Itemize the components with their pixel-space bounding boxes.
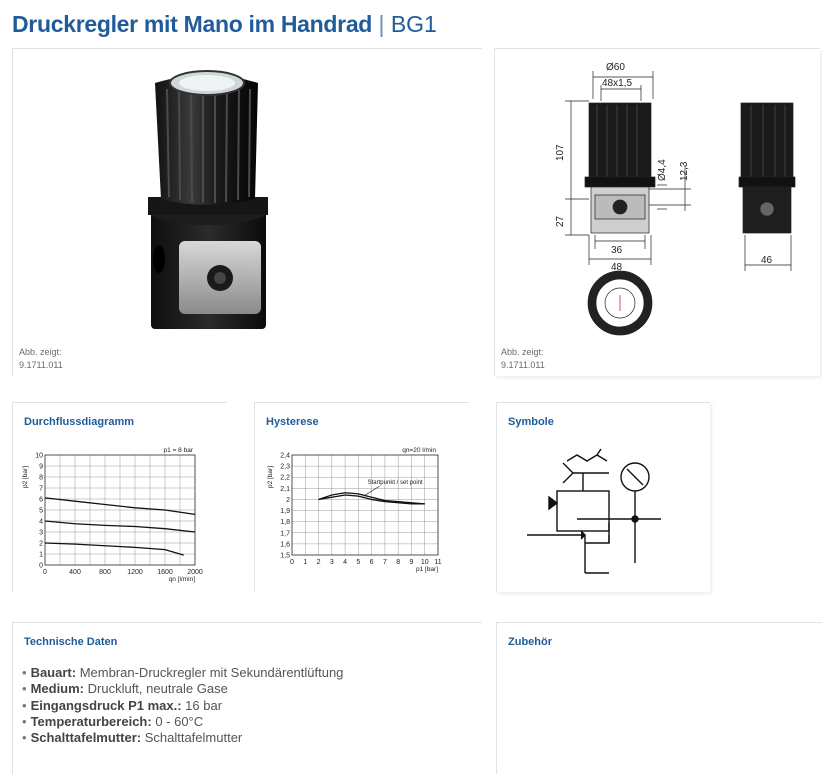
y-tick-label: 1,8	[280, 519, 290, 527]
y-tick-label: 2,1	[280, 485, 290, 493]
x-axis-label: p1 [bar]	[415, 566, 438, 573]
y-tick-label: 3	[39, 529, 43, 537]
spec-key: Bauart:	[30, 665, 77, 680]
series-line	[45, 543, 184, 555]
product-image-caption: Abb. zeigt: 9.1711.011	[19, 347, 63, 370]
x-tick-label: 2000	[187, 569, 203, 576]
x-tick-label: 0	[43, 569, 47, 576]
bullet-icon: •	[22, 681, 27, 697]
spec-value: Membran-Druckregler mit Sekundärentlüftung	[76, 665, 344, 680]
drawing-caption: Abb. zeigt: 9.1711.011	[501, 347, 545, 370]
title-text: Druckregler mit Mano im Handrad	[12, 11, 373, 37]
y-axis-label: p2 [bar]	[22, 465, 29, 489]
y-tick-label: 2,3	[280, 463, 290, 471]
hysteresis-title: Hysterese	[266, 416, 319, 428]
dim-h107: 107	[555, 144, 566, 161]
spec-item	[22, 665, 343, 681]
y-tick-label: 1,6	[280, 541, 290, 549]
spec-item	[22, 730, 343, 746]
x-tick-label: 5	[356, 559, 361, 566]
title-separator: |	[378, 11, 385, 37]
flow-chart	[12, 440, 227, 590]
spec-value: Schalttafelmutter	[141, 730, 243, 746]
spec-item	[22, 714, 343, 730]
x-tick-label: 6	[369, 559, 374, 566]
y-tick-label: 2,4	[280, 452, 290, 460]
chart-annotation: p1 = 8 bar	[163, 447, 193, 454]
x-tick-label: 3	[329, 559, 334, 566]
y-tick-label: 6	[39, 496, 43, 504]
hysteresis-chart	[254, 440, 469, 590]
accessories-title: Zubehör	[508, 636, 552, 648]
y-tick-label: 1,9	[280, 508, 290, 516]
symbols-title: Symbole	[508, 416, 554, 428]
set-point-label: Startpunkt / set point	[367, 479, 423, 486]
spec-item	[22, 681, 343, 697]
y-tick-label: 2	[39, 540, 43, 548]
spec-value: 16 bar	[181, 697, 223, 713]
y-tick-label: 2	[286, 496, 290, 504]
x-tick-label: 1200	[127, 569, 143, 576]
dim-h27: 27	[555, 215, 566, 227]
pneumatic-symbol	[497, 443, 711, 593]
flow-chart-title: Durchflussdiagramm	[24, 416, 135, 428]
y-tick-label: 1	[39, 551, 43, 559]
dim-d60: Ø60	[606, 62, 625, 73]
chart-annotation: qn=20 l/min	[402, 447, 436, 454]
spec-value: 0 - 60°C	[151, 713, 204, 729]
y-tick-label: 7	[39, 485, 43, 493]
x-tick-label: 800	[99, 569, 111, 576]
y-tick-label: 4	[39, 518, 43, 526]
dim-h123: 12,3	[679, 161, 690, 181]
product-photo	[13, 49, 483, 339]
dim-w36: 36	[611, 245, 623, 256]
dim-d44: Ø4,4	[657, 159, 668, 181]
product-image-panel	[12, 48, 482, 376]
spec-key: Medium:	[30, 681, 85, 697]
drawing-panel	[494, 48, 820, 376]
y-axis-label: p2 [bar]	[267, 465, 274, 489]
y-tick-label: 10	[35, 452, 43, 460]
spec-value: Druckluft, neutrale Gase	[84, 681, 228, 697]
y-tick-label: 1,5	[280, 552, 290, 560]
y-tick-label: 1,7	[280, 530, 290, 538]
x-tick-label: 8	[396, 559, 401, 566]
y-tick-label: 0	[39, 562, 43, 570]
dim-w48: 48	[611, 262, 623, 273]
tech-data-title: Technische Daten	[24, 636, 118, 648]
x-tick-label: 9	[409, 559, 414, 566]
y-tick-label: 2,2	[280, 474, 290, 482]
spec-key: Schalttafelmutter:	[30, 730, 142, 746]
y-tick-label: 9	[39, 463, 43, 471]
product-code: BG1	[390, 11, 437, 37]
spec-key: Eingangsdruck P1 max.:	[30, 697, 182, 713]
bullet-icon: •	[22, 665, 27, 680]
x-tick-label: 7	[382, 559, 387, 566]
page-title	[12, 9, 437, 39]
tech-data-list	[22, 665, 343, 746]
x-tick-label: 1	[303, 559, 308, 566]
plot-frame	[292, 455, 438, 555]
dimension-drawing	[495, 49, 821, 339]
x-tick-label: 4	[343, 559, 348, 566]
x-tick-label: 10	[420, 559, 429, 566]
y-tick-label: 8	[39, 474, 43, 482]
spec-key: Temperaturbereich:	[30, 713, 152, 729]
bullet-icon: •	[22, 713, 27, 729]
bullet-icon: •	[22, 697, 27, 713]
x-tick-label: 11	[434, 559, 442, 566]
dim-thread: 48x1,5	[602, 78, 633, 89]
accessories-panel	[496, 622, 822, 774]
x-tick-label: 400	[69, 569, 81, 576]
spec-item	[22, 698, 343, 714]
x-tick-label: 0	[290, 559, 294, 566]
x-axis-label: qn [l/min]	[168, 576, 195, 583]
symbols-panel	[496, 402, 710, 592]
x-tick-label: 2	[316, 559, 321, 566]
dim-w46: 46	[761, 255, 773, 266]
x-tick-label: 1600	[157, 569, 173, 576]
y-tick-label: 5	[39, 507, 43, 515]
bullet-icon: •	[22, 730, 27, 746]
